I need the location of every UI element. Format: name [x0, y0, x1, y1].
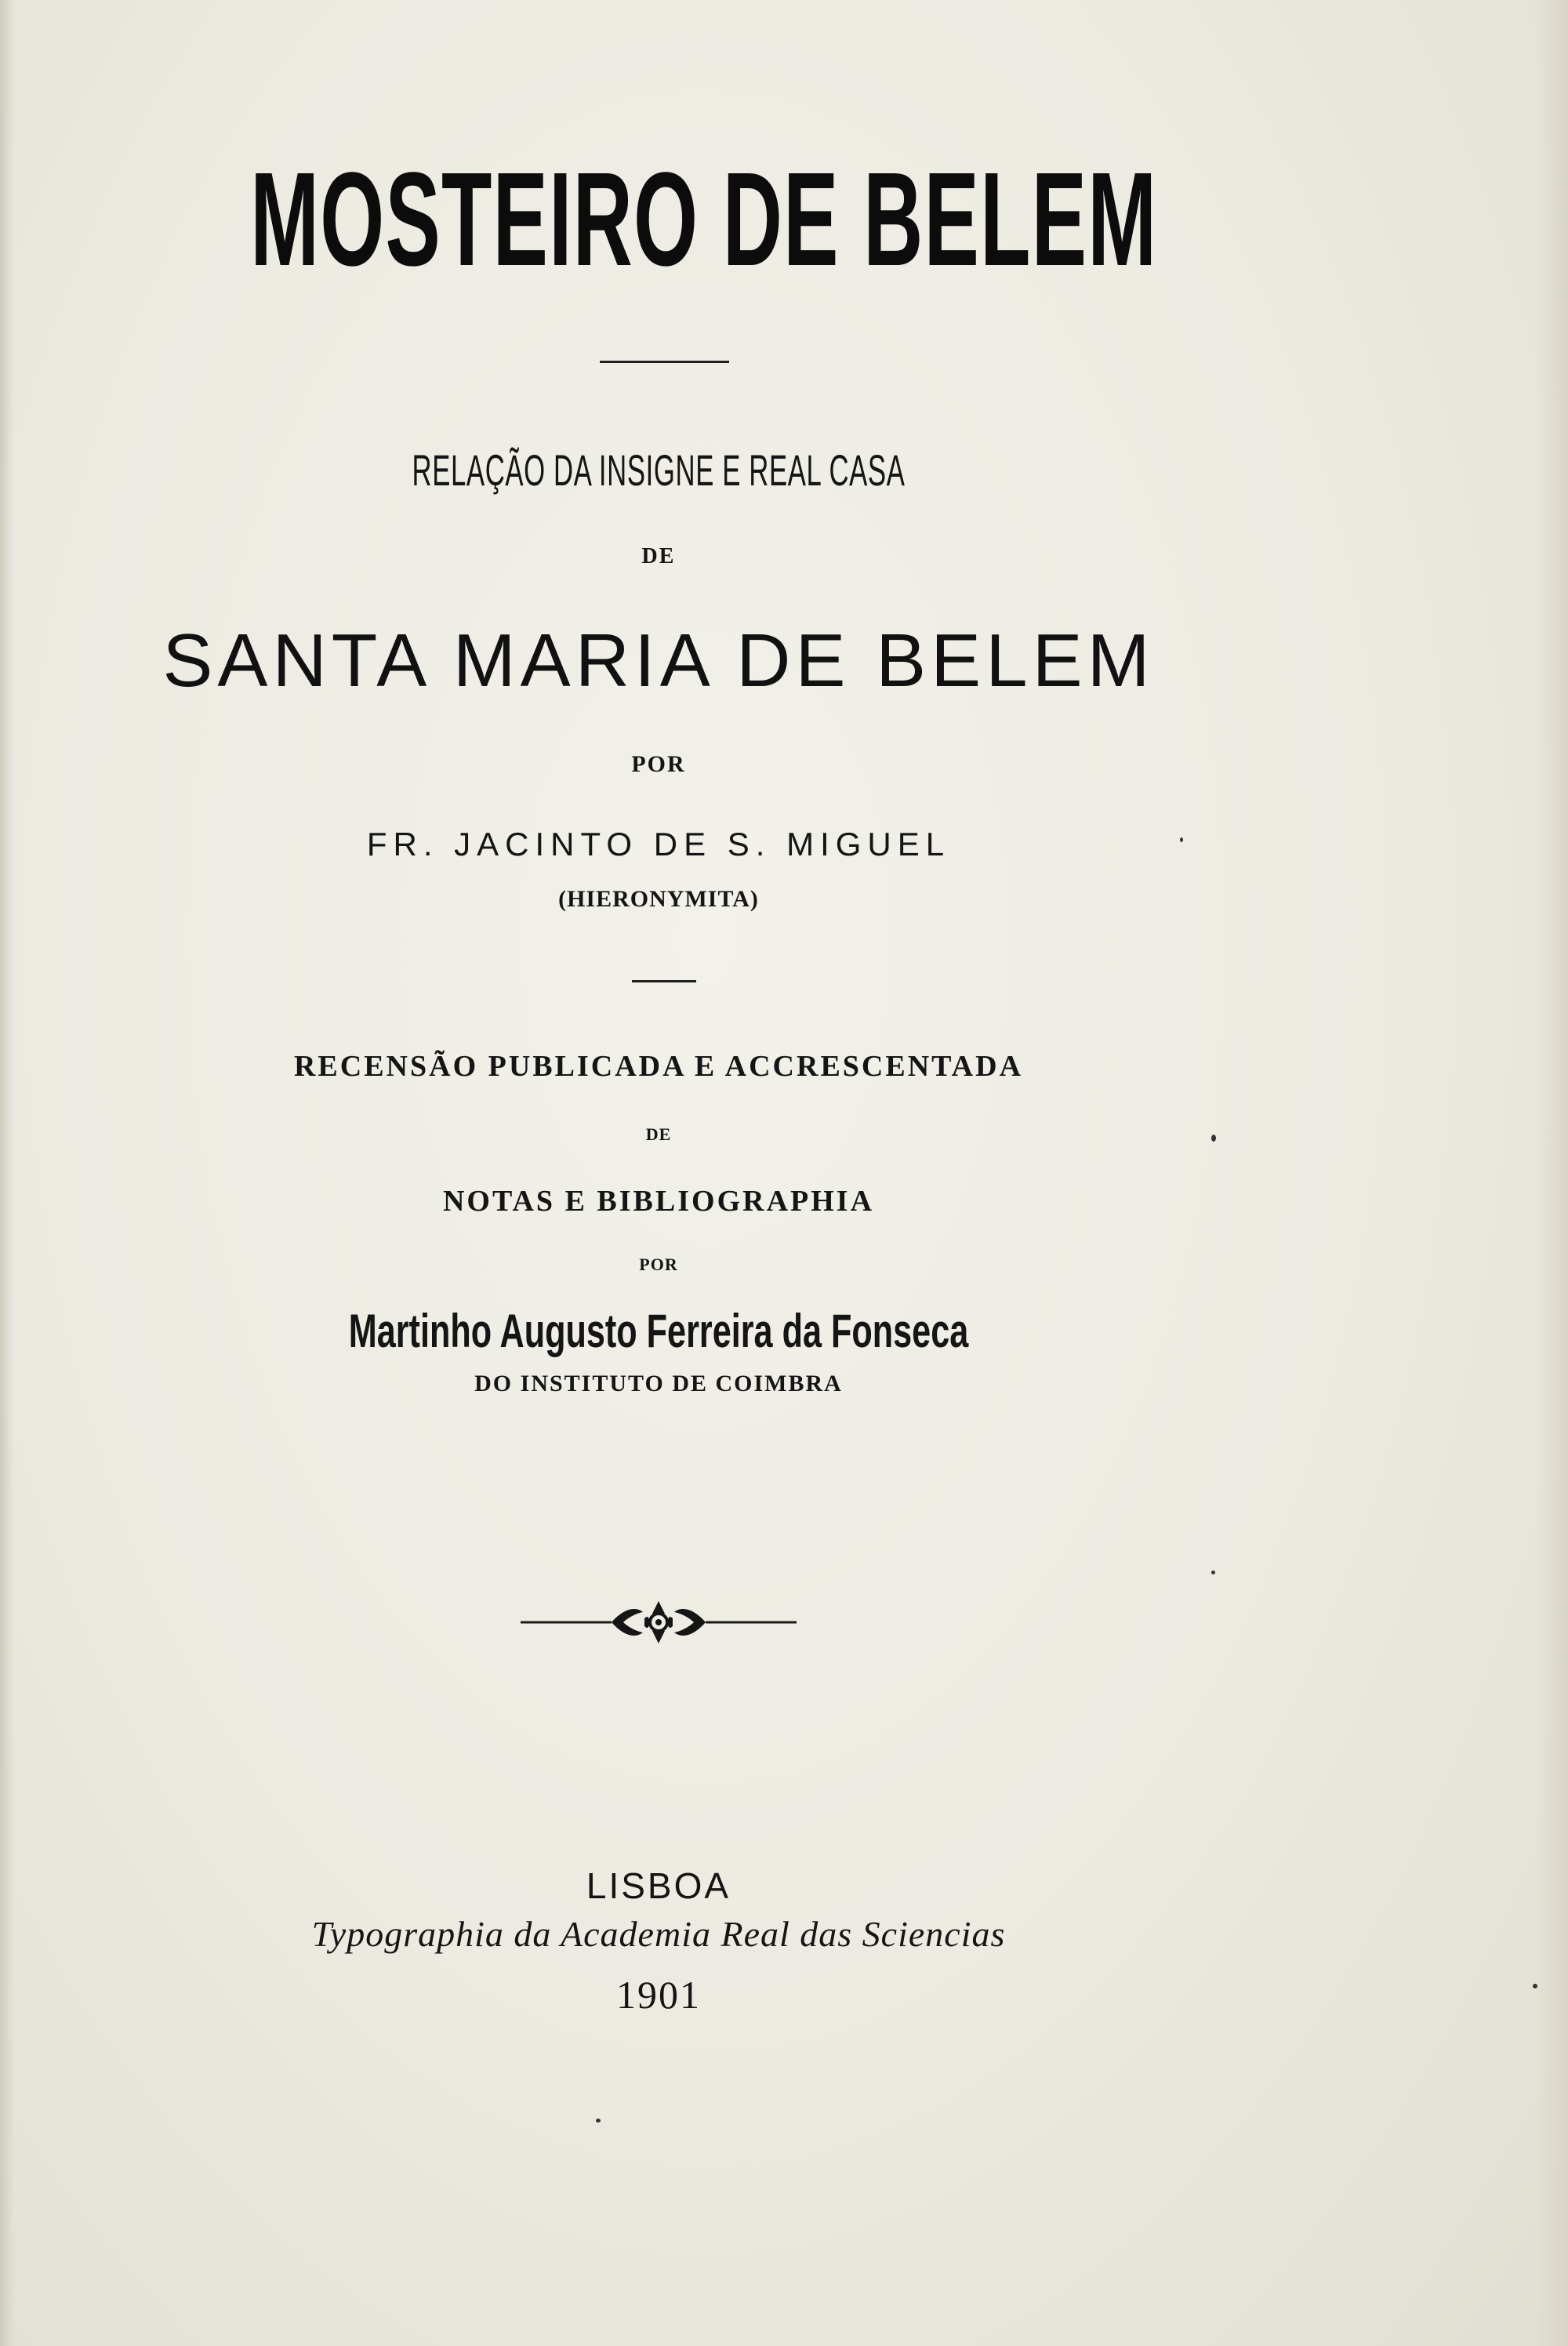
author-order: (HIERONYMITA): [558, 886, 759, 912]
fleuron-ornament-icon: [517, 1595, 800, 1650]
imprint-year: 1901: [616, 1973, 701, 2017]
page-edge-shadow: [1537, 0, 1568, 2346]
book-title: MOSTEIRO DE BELEM: [250, 145, 1158, 294]
imprint-publisher: Typographia da Academia Real das Sciencias: [311, 1914, 1006, 1954]
editor-name: Martinho Augusto Ferreira da Fonseca: [348, 1305, 969, 1357]
main-title: SANTA MARIA DE BELEM: [162, 619, 1155, 703]
author-name: FR. JACINTO DE S. MIGUEL: [366, 826, 951, 862]
editor-affiliation: DO INSTITUTO DE COIMBRA: [474, 1371, 843, 1396]
subtitle: RELAÇÃO DA INSIGNE E REAL CASA: [412, 445, 906, 495]
recension-line: RECENSÃO PUBLICADA E ACCRESCENTADA: [293, 1050, 1024, 1083]
connector-de-small: DE: [645, 1124, 672, 1144]
paper-speck: [1533, 1984, 1537, 1988]
paper-speck: [1211, 1135, 1216, 1142]
paper-speck: [1180, 837, 1183, 842]
title-rule: [600, 361, 729, 363]
connector-por: POR: [631, 751, 686, 777]
paper-speck: [596, 2119, 601, 2123]
author-rule: [632, 980, 696, 982]
connector-por-small: POR: [639, 1255, 678, 1274]
imprint-city: LISBOA: [586, 1865, 731, 1906]
connector-de: DE: [641, 544, 676, 568]
paper-speck: [1211, 1571, 1215, 1574]
notes-line: NOTAS E BIBLIOGRAPHIA: [442, 1185, 875, 1218]
